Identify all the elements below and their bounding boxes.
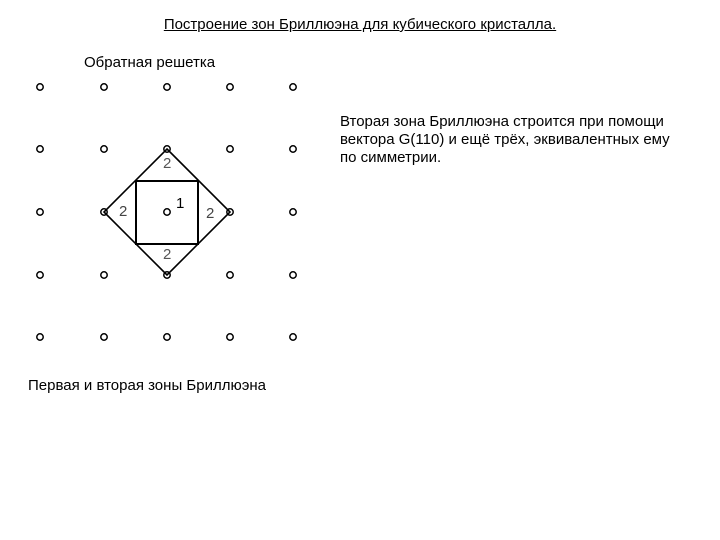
diagram-caption: Первая и вторая зоны Бриллюэна	[28, 377, 266, 394]
lattice-point	[227, 272, 233, 278]
lattice-point	[101, 272, 107, 278]
lattice-point	[101, 84, 107, 90]
zone-label-center: 1	[176, 195, 185, 212]
lattice-point	[37, 146, 43, 152]
lattice-point	[290, 146, 296, 152]
lattice-point	[290, 84, 296, 90]
lattice-point	[227, 84, 233, 90]
page-title: Построение зон Бриллюэна для кубического кристалла.	[163, 16, 557, 33]
lattice-point	[37, 84, 43, 90]
lattice-point	[37, 334, 43, 340]
lattice-point	[164, 84, 170, 90]
lattice-point	[290, 334, 296, 340]
lattice-point	[101, 334, 107, 340]
lattice-point	[101, 146, 107, 152]
lattice-point	[37, 209, 43, 215]
zone-label-left: 2	[119, 203, 128, 220]
lattice-point	[227, 334, 233, 340]
lattice-point	[290, 209, 296, 215]
zone-label-right: 2	[206, 205, 215, 222]
zone-label-top: 2	[163, 155, 172, 172]
reciprocal-lattice-label: Обратная решетка	[84, 54, 216, 71]
lattice-point	[290, 272, 296, 278]
description-text: Вторая зона Бриллюэна строится при помощи вектора G(110) и ещё трёх, эквивалентных ему по симметрии.	[340, 113, 670, 166]
lattice-point	[227, 146, 233, 152]
zone-label-bottom: 2	[163, 246, 172, 263]
lattice-point	[164, 209, 170, 215]
reciprocal-lattice-points	[37, 84, 296, 340]
lattice-point	[164, 334, 170, 340]
lattice-point	[37, 272, 43, 278]
